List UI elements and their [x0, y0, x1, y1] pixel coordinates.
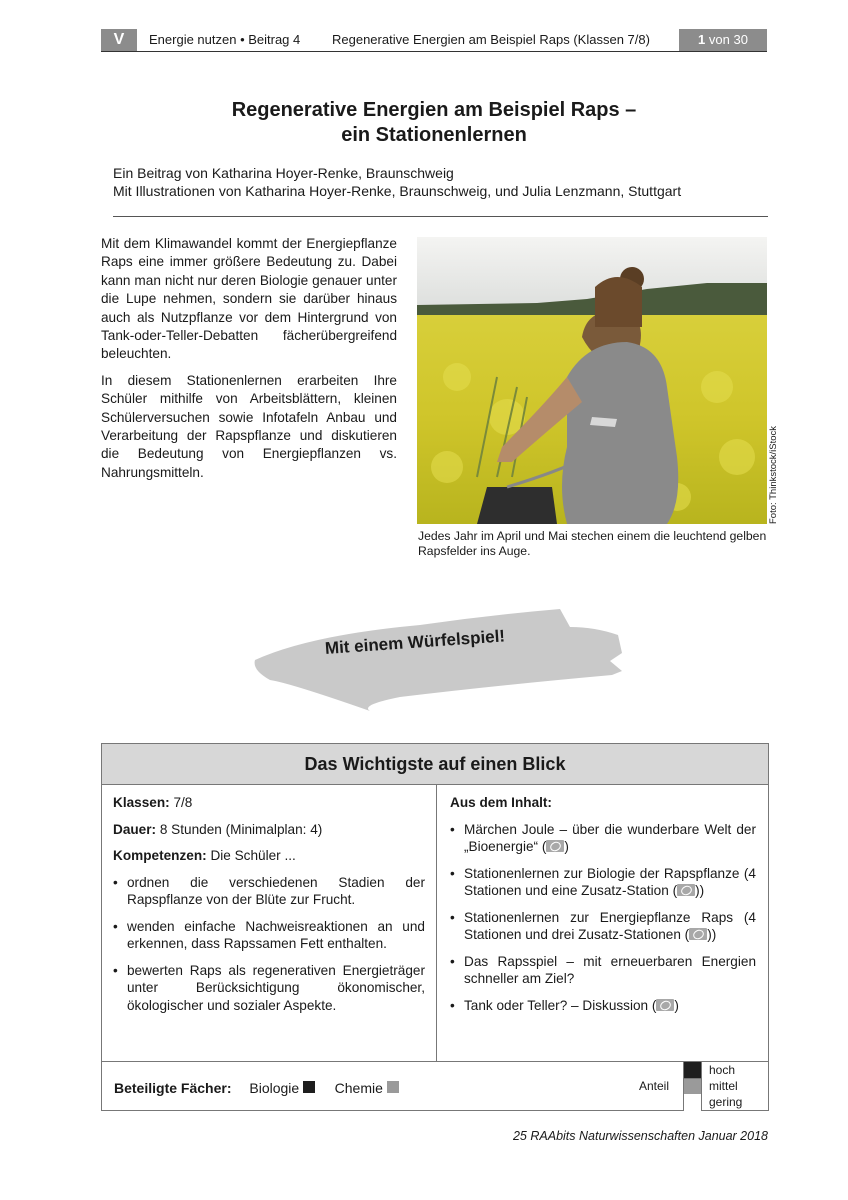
subject-chemie: Chemie [334, 1080, 383, 1096]
page-current: 1 [698, 32, 706, 47]
inhalt-heading: Aus dem Inhalt: [450, 795, 552, 810]
list-item: • Das Rapsspiel – mit erneuerbaren Energien schneller am Ziel? [450, 953, 756, 986]
illustrator-line: Mit Illustrationen von Katharina Hoyer-Renke, Braunschweig, und Julia Lenzmann, Stuttgart [113, 183, 682, 199]
kompetenzen-list [113, 874, 425, 1015]
page-footer: 25 RAAbits Naturwissenschaften Januar 2018 [512, 1129, 768, 1143]
bullet-icon: • [113, 962, 118, 978]
dauer-row [113, 821, 425, 839]
photo-caption: Jedes Jahr im April und Mai stechen einem die leuchtend gelben Rapsfelder ins Auge. [418, 529, 767, 558]
overview-box [101, 743, 769, 1111]
kompetenzen-label: Kompetenzen: [113, 848, 207, 863]
bullet-icon: • [450, 865, 455, 881]
authors [113, 164, 681, 200]
klassen-row [113, 794, 425, 812]
list-item: • Märchen Joule – über die wunderbare Welt der „Bioenergie“ ( ) [450, 821, 756, 854]
bullet-icon: • [450, 821, 455, 837]
list-item: • wenden einfache Nachweisreaktionen an und erkennen, dass Rapssamen Fett enthalten. [113, 918, 425, 951]
legend-swatch-low [684, 1094, 702, 1111]
subject-biologie: Biologie [249, 1080, 300, 1096]
page-header [101, 29, 767, 52]
dauer-label: Dauer: [113, 821, 157, 837]
title-line-1: Regenerative Energien am Beispiel Raps – [231, 99, 637, 121]
cd-icon [546, 840, 564, 852]
page-indicator [679, 29, 767, 51]
cd-icon [689, 928, 707, 940]
overview-right-column [450, 794, 756, 1023]
list-item: • Tank oder Teller? – Diskussion ( ) [450, 997, 679, 1013]
banner-shape [250, 605, 630, 715]
subject-label: Regenerative Energien am Beispiel Raps (Klassen 7/8) [332, 32, 650, 47]
legend-medium: mittel [709, 1079, 738, 1093]
list-item: • bewerten Raps als regenerativen Energieträger unter Berücksichtigung ökonomischer, ökologischer und sozialer Aspekte. [113, 962, 425, 1013]
series-label: Energie nutzen • Beitrag 4 [149, 32, 301, 47]
kompetenzen-value: Die Schüler ... [210, 848, 296, 863]
dauer-value: 8 Stunden (Minimalplan: 4) [159, 821, 323, 837]
list-item: • ordnen die verschiedenen Stadien der Rapspflanze von der Blüte zur Frucht. [113, 874, 425, 907]
legend-high: hoch [709, 1063, 736, 1077]
bullet-icon: • [113, 874, 118, 890]
divider [113, 216, 768, 217]
subjects-row [102, 1061, 768, 1111]
bullet-icon: • [113, 918, 118, 934]
column-divider [436, 785, 437, 1061]
intro-text [101, 235, 397, 490]
bullet-icon: • [450, 909, 455, 925]
page-total: von 30 [708, 32, 748, 47]
list-item: • Stationenlernen zur Biologie der Rapspflanze (4 Stationen und eine Zusatz-Station ( )) [450, 865, 756, 898]
photo-credit: Foto: Thinkstock/iStock [768, 425, 779, 524]
list-item: • Stationenlernen zur Energiepflanze Raps (4 Stationen und drei Zusatz-Stationen ( )) [450, 909, 756, 942]
kompetenzen-row [113, 847, 425, 865]
legend-swatch-medium [684, 1078, 702, 1095]
overview-heading: Das Wichtigste auf einen Blick [102, 744, 768, 785]
inhalt-list [450, 821, 756, 1015]
page-title [101, 98, 767, 148]
photo-rapeseed-field [417, 237, 767, 524]
share-legend-label: Anteil [639, 1079, 670, 1093]
author-line: Ein Beitrag von Katharina Hoyer-Renke, Braunschweig [113, 165, 454, 181]
bullet-icon: • [450, 953, 455, 969]
klassen-label: Klassen: [113, 795, 170, 810]
cd-icon [677, 884, 695, 896]
share-high-swatch [303, 1081, 315, 1093]
share-medium-swatch [387, 1081, 399, 1093]
subjects [114, 1080, 399, 1096]
legend-low: gering [709, 1095, 743, 1109]
overview-left-column [113, 794, 425, 1023]
title-line-2: ein Stationenlernen [341, 124, 527, 146]
banner-text: Mit einem Würfelspiel! [324, 626, 506, 658]
bullet-icon: • [450, 997, 455, 1013]
section-badge: V [101, 29, 137, 51]
share-legend [683, 1062, 769, 1111]
cd-icon [656, 999, 674, 1011]
klassen-value: 7/8 [173, 795, 193, 810]
subjects-label: Beteiligte Fächer: [114, 1080, 232, 1096]
intro-paragraph-1: Mit dem Klimawandel kommt der Energiepflanze Raps eine immer größere Bedeutung zu. Dabei kann man nicht nur deren Biologie genauer unter die Lupe nehmen, sondern sie darüber hinaus auch als Nutzpflanze vor dem Hintergrund von Tank-oder-Teller-Debatten fächerübergreifend beleuchten. [101, 236, 397, 362]
intro-paragraph-2: In diesem Stationenlernen erarbeiten Ihre Schüler mithilfe von Arbeitsblättern, kleinen Schülerversuchen sowie Infotafeln Anbau und Verarbeitung der Rapspflanze und diskutieren die Bedeutung von Energiepflanzen vs. Nahrungsmitteln. [101, 372, 397, 480]
legend-swatch-high [684, 1062, 702, 1078]
